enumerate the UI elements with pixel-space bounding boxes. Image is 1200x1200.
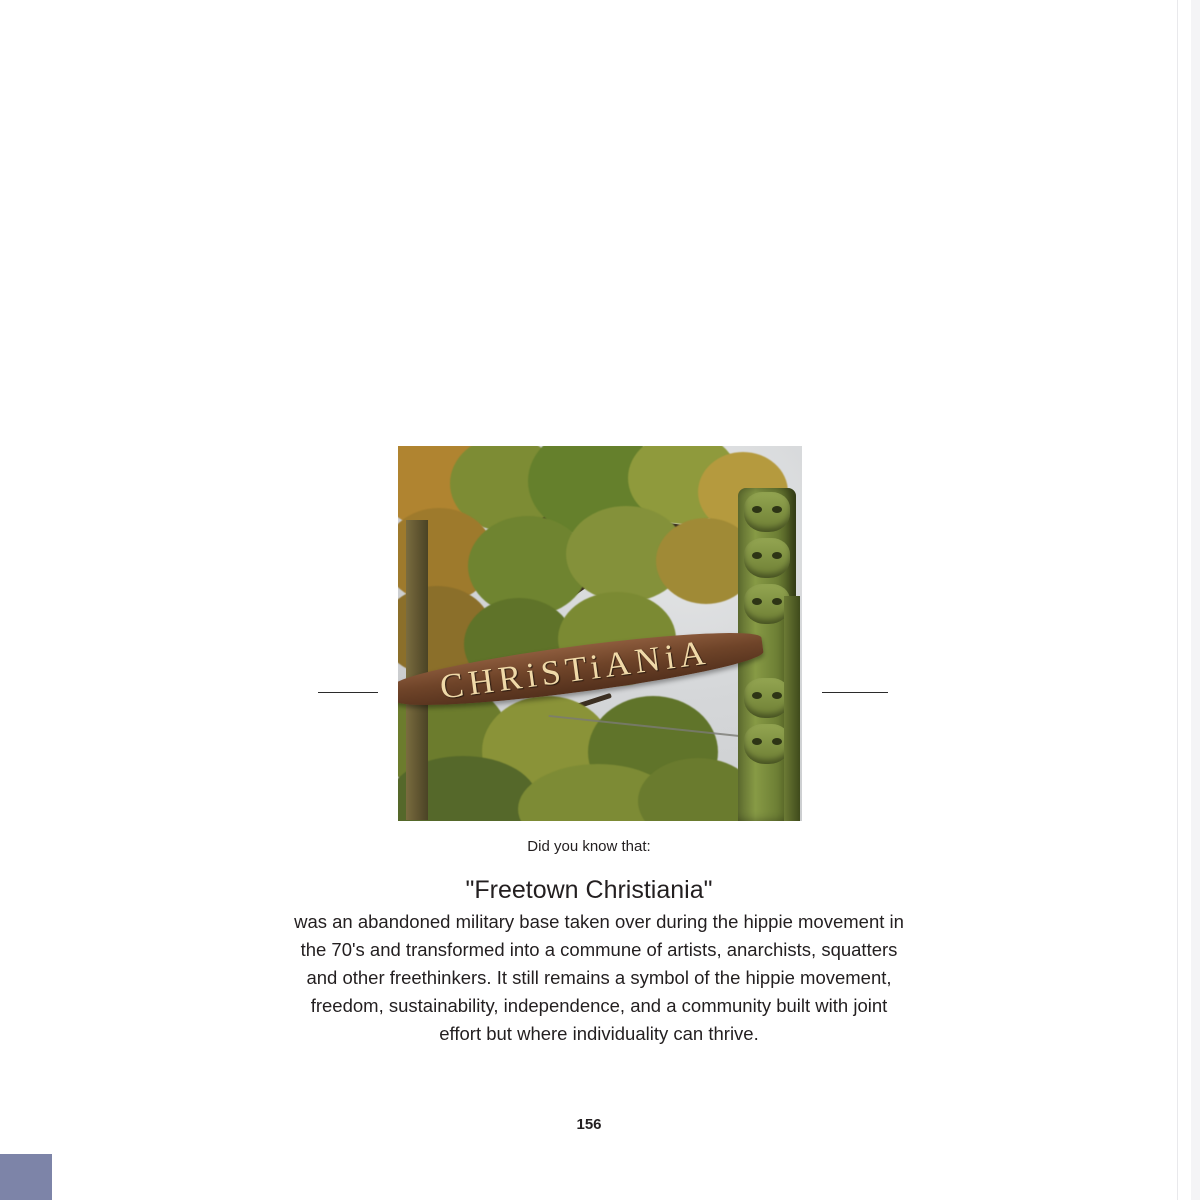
totem-eye: [772, 692, 782, 699]
totem-eye: [772, 738, 782, 745]
page-edge-shadow: [1191, 0, 1200, 1200]
did-you-know-label: Did you know that:: [527, 838, 651, 855]
photo-figure: [398, 446, 802, 821]
sign-text: CHRiSTiANiA: [437, 632, 713, 707]
page-number: 156: [576, 1116, 602, 1133]
totem-eye: [772, 598, 782, 605]
totem-eye: [772, 552, 782, 559]
rule-right: [822, 692, 888, 693]
totem-eye: [772, 506, 782, 513]
corner-color-swatch: [0, 1154, 52, 1200]
christiania-sign: [398, 624, 764, 720]
totem-carved-face: [744, 492, 790, 532]
totem-eye: [752, 506, 762, 513]
totem-pole-secondary: [784, 596, 800, 821]
body-paragraph: was an abandoned military base taken over during the hippie movement in the 70's and transformed into a commune of artists, anarchists, squatters and other freethinkers. It still remains a symbol of the hippie movement, freedom, sustainability, independence, and a community built with joint effort but where individuality can thrive.: [294, 911, 904, 1044]
totem-carved-face: [744, 538, 790, 578]
christiania-photo: [398, 446, 802, 821]
page-right-margin: [1177, 0, 1200, 1200]
totem-eye: [752, 598, 762, 605]
totem-eye: [752, 552, 762, 559]
totem-eye: [752, 738, 762, 745]
rule-left: [318, 692, 378, 693]
page-title: "Freetown Christiania": [465, 876, 713, 904]
